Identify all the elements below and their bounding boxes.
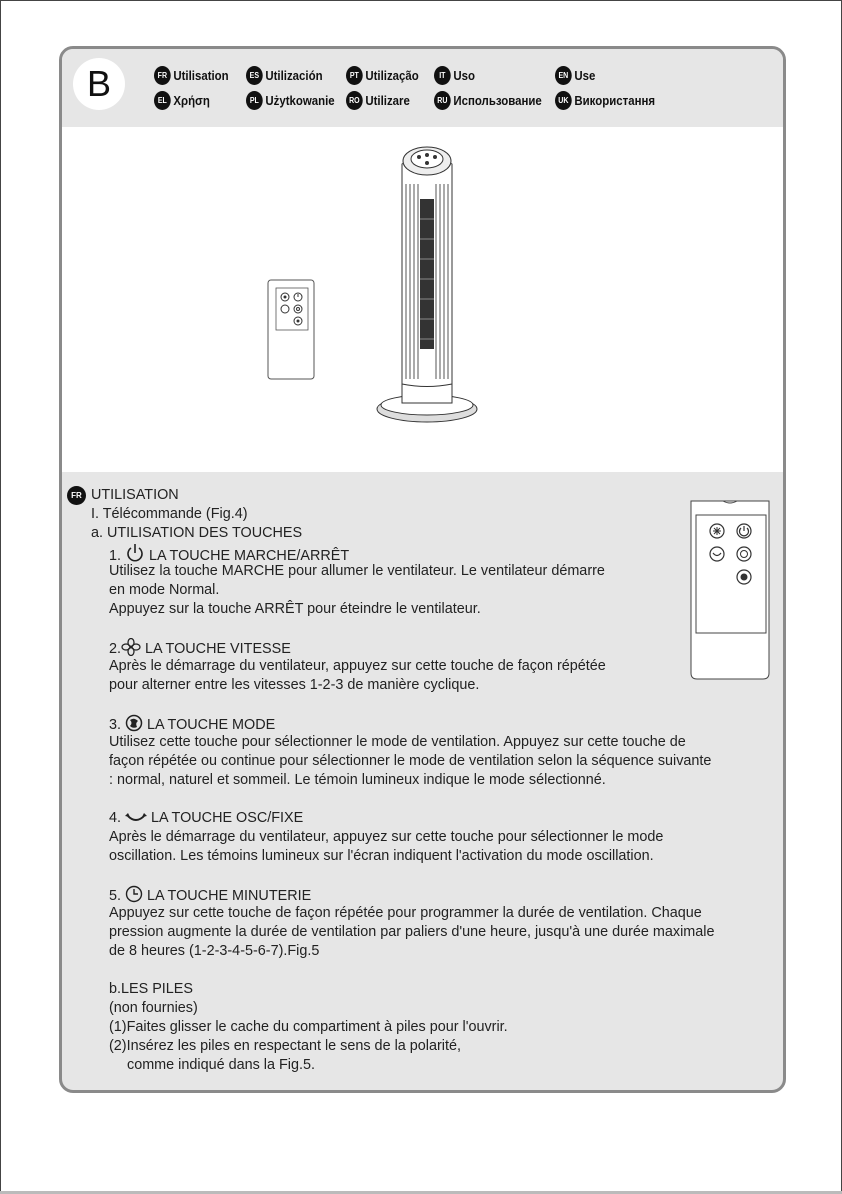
lang-el: EL Χρήση <box>154 91 210 110</box>
lang-pt: PT Utilização <box>346 66 419 85</box>
mode-icon <box>125 714 143 732</box>
speed-key-heading: 2. LA TOUCHE VITESSE <box>91 638 715 657</box>
section-title: UTILISATION <box>91 487 179 503</box>
oscillation-icon <box>125 811 147 825</box>
fr-language-badge: FR <box>67 486 86 505</box>
lang-en: EN Use <box>555 66 595 85</box>
lang-it: IT Uso <box>434 66 475 85</box>
timer-icon <box>125 885 143 903</box>
product-illustration-area <box>62 127 783 472</box>
oscillation-key-heading: 4. LA TOUCHE OSC/FIXE <box>109 810 304 826</box>
section-letter: B <box>73 58 125 110</box>
lang-pl: PL Użytkowanie <box>246 91 335 110</box>
instruction-text: UTILISATION I. Télécommande (Fig.4) a. UTILISATION DES TOUCHES 1. LA TOUCHE MARCHE/ARRÊT Utilisez la touche MARCHE pour allumer le ventilateur. Le ventilateur démarre en mode Normal. Appuyez sur la touche ARRÊT pour éteindre le ventilateur. 2. LA TOUCHE VITESSE Après le démarrage du ventilateur, appuyez sur cette touche de façon répétée pour alterner entre les vitesses 1-2-3 de manière cyclique. 3. LA TOUCHE MODE Utilisez cette touche pour sélectionner le mode de ventilation. Appuyez sur cette touche de façon répétée ou continue pour sélectionner le mode de ventilation selon la séquence suivante : normal, naturel et sommeil. Le témoin lumineux indique le mode sélectionné. 4. LA TOUCHE OSC/FIXE Après le démarrage du ventilateur, appuyez sur cette touche pour sélectionner le mode oscillation. Les témoins lumineux sur l'écran indiquent l'activation du mode oscillation. 5. LA TOUCHE MINUTERIE Appuyez sur cette touche de façon répétée pour programmer la durée de ventilation. Chaque pression augmente la durée de ventilation par paliers d'une heure, jusqu'à une durée maximale de 8 heures (1-2-3-4-5-6-7).Fig.5 b.LES PILES (non fournies) (1)Faites glisser le cache du compartiment à piles pour l'ouvrir. (2)Insérez les piles en respectant le sens de la polarité, comme indiqué dans la Fig.5. <box>91 487 715 1073</box>
mode-key-heading: 3. LA TOUCHE MODE <box>91 714 715 733</box>
power-key-heading: 1. LA TOUCHE MARCHE/ARRÊT <box>91 543 715 562</box>
language-header <box>62 49 783 127</box>
remote-control-illustration <box>267 279 317 381</box>
tower-fan-illustration <box>372 139 482 424</box>
batteries-heading: b.LES PILES <box>109 981 193 997</box>
lang-ru: RU Использование <box>434 91 542 110</box>
lang-uk: UK Використання <box>555 91 655 110</box>
lang-ro: RO Utilizare <box>346 91 410 110</box>
lang-es: ES Utilización <box>246 66 323 85</box>
fan-speed-icon <box>121 638 141 656</box>
instruction-panel <box>59 46 786 1093</box>
power-icon <box>125 543 145 563</box>
french-instructions <box>62 472 783 1090</box>
lang-fr: FR Utilisation <box>154 66 229 85</box>
timer-key-heading: 5. LA TOUCHE MINUTERIE <box>91 885 715 904</box>
